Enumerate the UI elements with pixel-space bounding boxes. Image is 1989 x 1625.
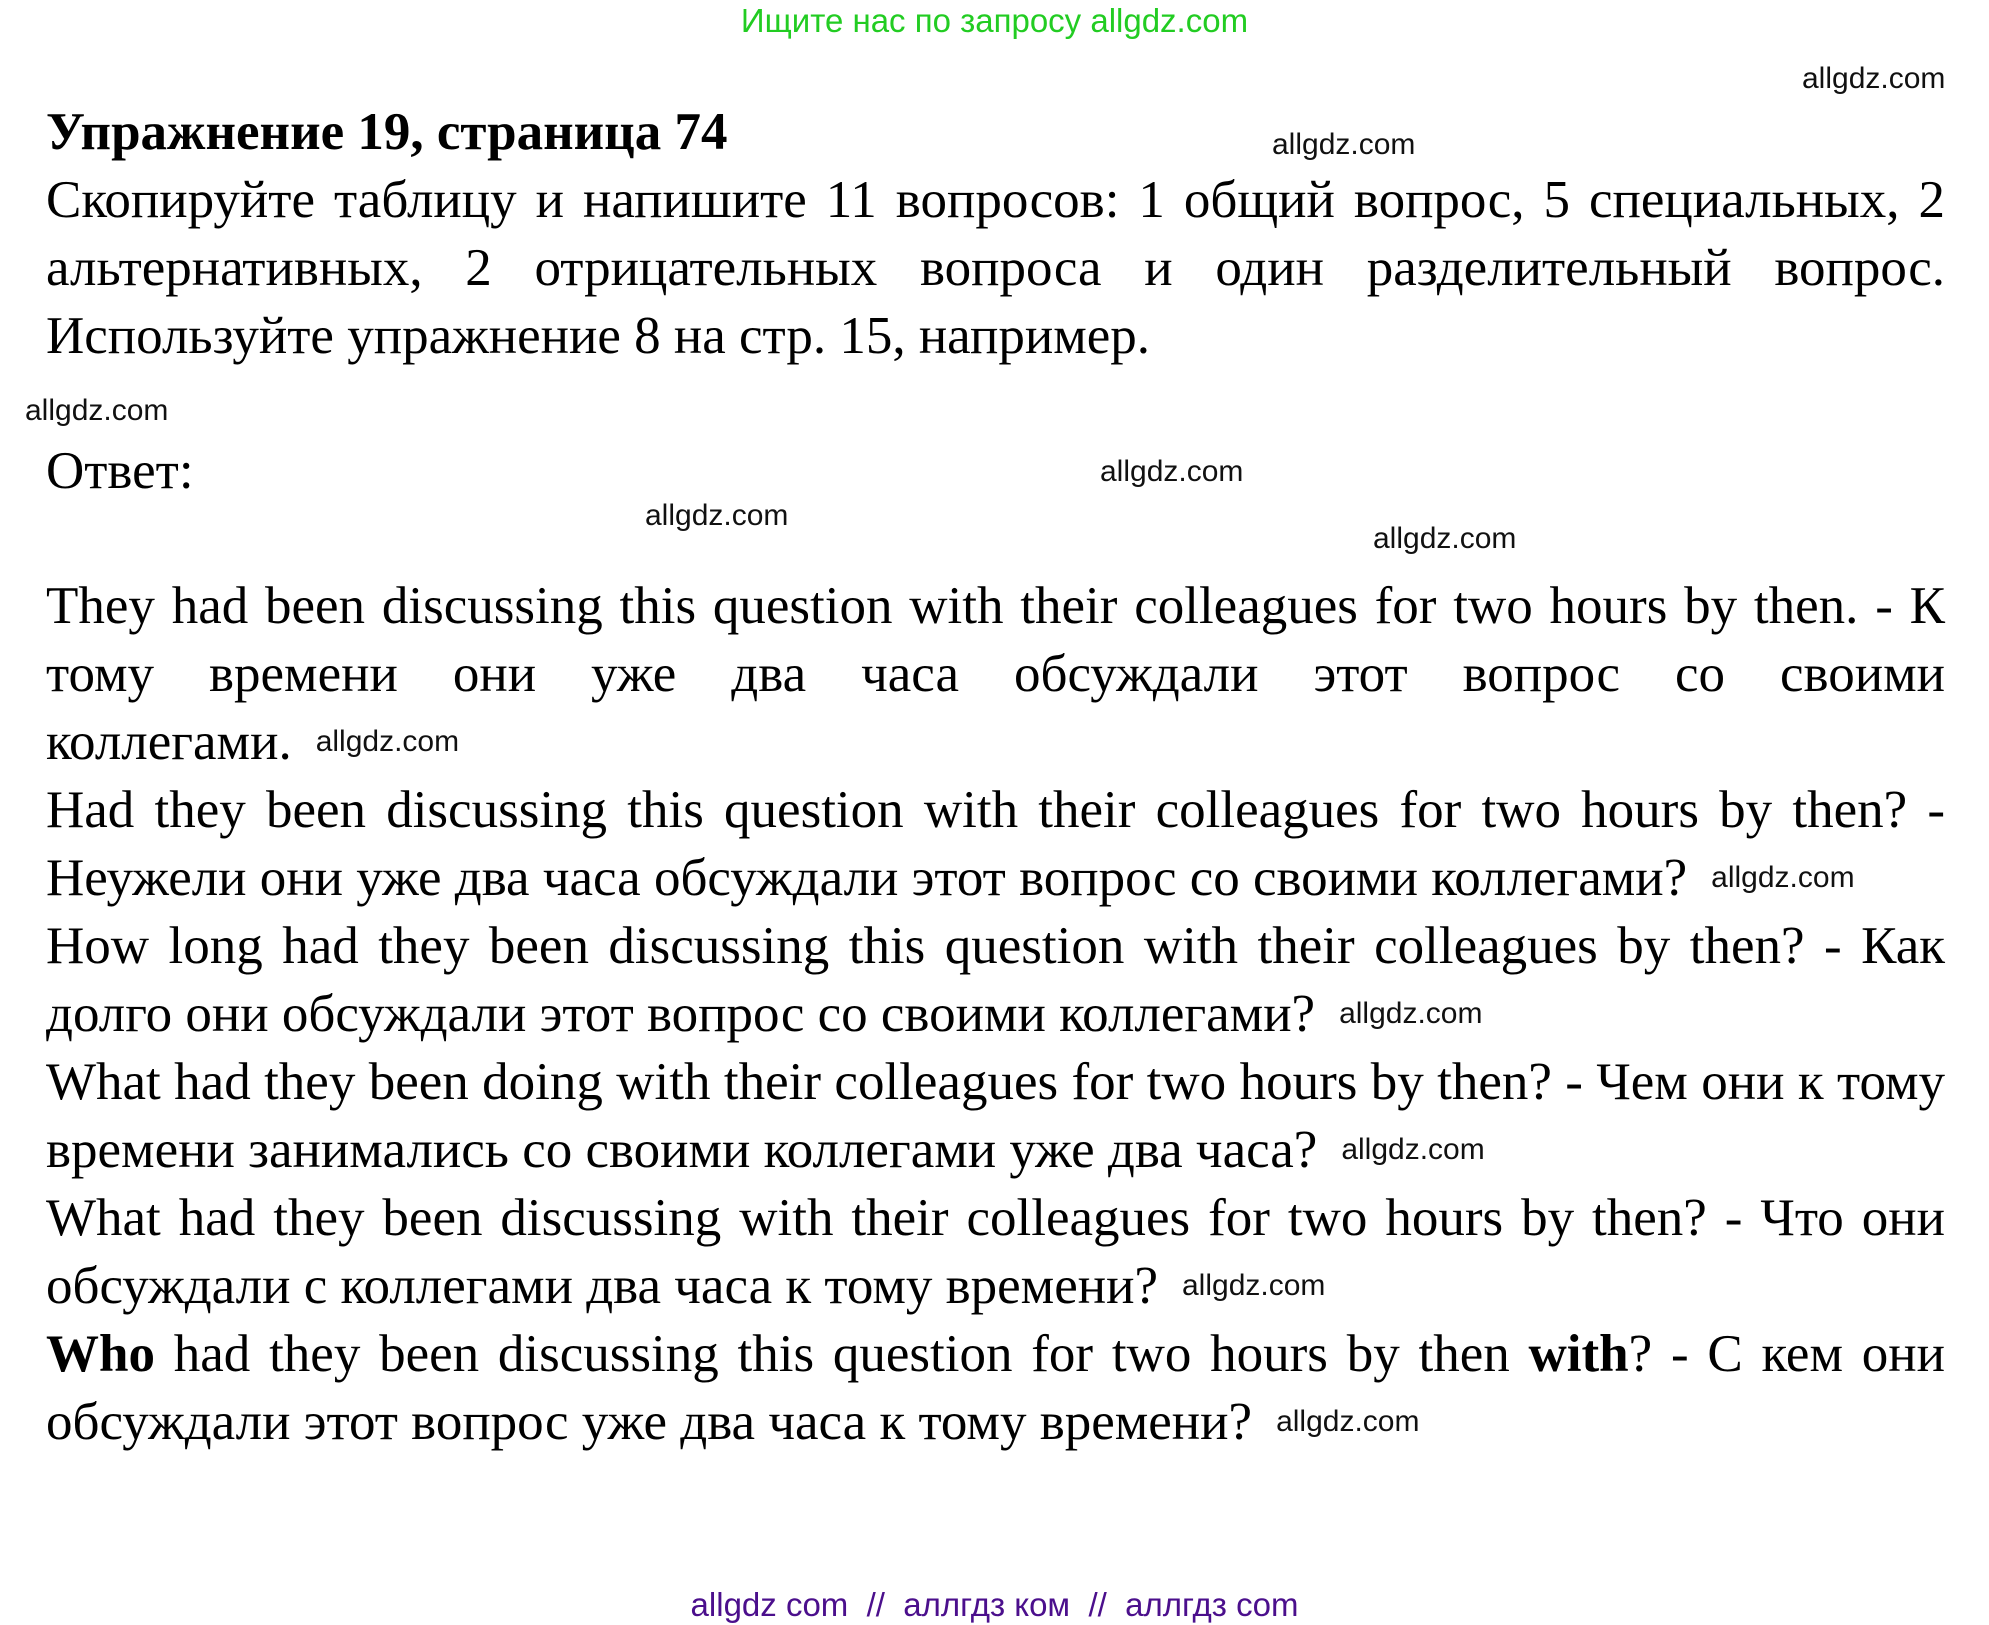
watermark: allgdz.com: [1341, 1133, 1485, 1166]
watermark: allgdz.com: [1339, 997, 1483, 1030]
watermark: allgdz.com: [1802, 62, 1946, 95]
answer-text: They had been discussing this question with their colleagues for two hours by then. - К тому времени они уже два часа обсуждали этот вопрос со своими коллегами.: [46, 577, 1945, 771]
watermark: allgdz.com: [1276, 1405, 1420, 1438]
answer-list: [46, 572, 1945, 1456]
watermark: allgdz.com: [315, 725, 460, 758]
watermark: allgdz.com: [1100, 455, 1244, 488]
watermark: allgdz.com: [1182, 1269, 1326, 1302]
answer-item: [46, 1320, 1945, 1456]
answer-text: What had they been discussing with their colleagues for two hours by then? - Что они обсуждали с коллегами два часа к тому времени?: [46, 1189, 1945, 1315]
bold-word: with: [1528, 1325, 1629, 1383]
answer-text: had they been discussing this question for two hours by then: [154, 1325, 1529, 1383]
watermark: allgdz.com: [1272, 128, 1416, 161]
answer-item: [46, 912, 1945, 1048]
answer-text: What had they been doing with their colleagues for two hours by then? - Чем они к тому времени занимались со своими коллегами уже два часа?: [46, 1053, 1945, 1179]
bold-word: Who: [46, 1325, 155, 1383]
watermark: allgdz.com: [1711, 861, 1855, 894]
answer-text: ? - С кем они обсуждали этот вопрос уже два часа к тому времени?: [46, 1325, 1945, 1451]
answer-label: Ответ:: [46, 442, 194, 500]
answer-item: [46, 1048, 1945, 1184]
promo-banner: Ищите нас по запросу allgdz.com: [740, 2, 1249, 39]
footer-links: allgdz com // аллгдз ком // аллгдз com: [690, 1586, 1299, 1623]
task-text: Скопируйте таблицу и напишите 11 вопросов: 1 общий вопрос, 5 специальных, 2 альтернативных, 2 отрицательных вопроса и один разделительный вопрос. Используйте упражнение 8 на стр. 15, например.: [46, 171, 1945, 365]
answer-item: [46, 1184, 1945, 1320]
watermark: allgdz.com: [25, 394, 169, 427]
answer-text: Had they been discussing this question with their colleagues for two hours by then? - Неужели они уже два часа обсуждали этот вопрос со своими коллегами?: [46, 781, 1945, 907]
answer-item: [46, 776, 1945, 912]
watermark: allgdz.com: [1373, 522, 1517, 555]
answer-text: How long had they been discussing this question with their colleagues by then? - Как долго они обсуждали этот вопрос со своими коллегами?: [46, 917, 1945, 1043]
watermark: allgdz.com: [645, 499, 789, 532]
page-title: Упражнение 19, страница 74: [46, 103, 728, 161]
answer-item: [46, 572, 1945, 776]
